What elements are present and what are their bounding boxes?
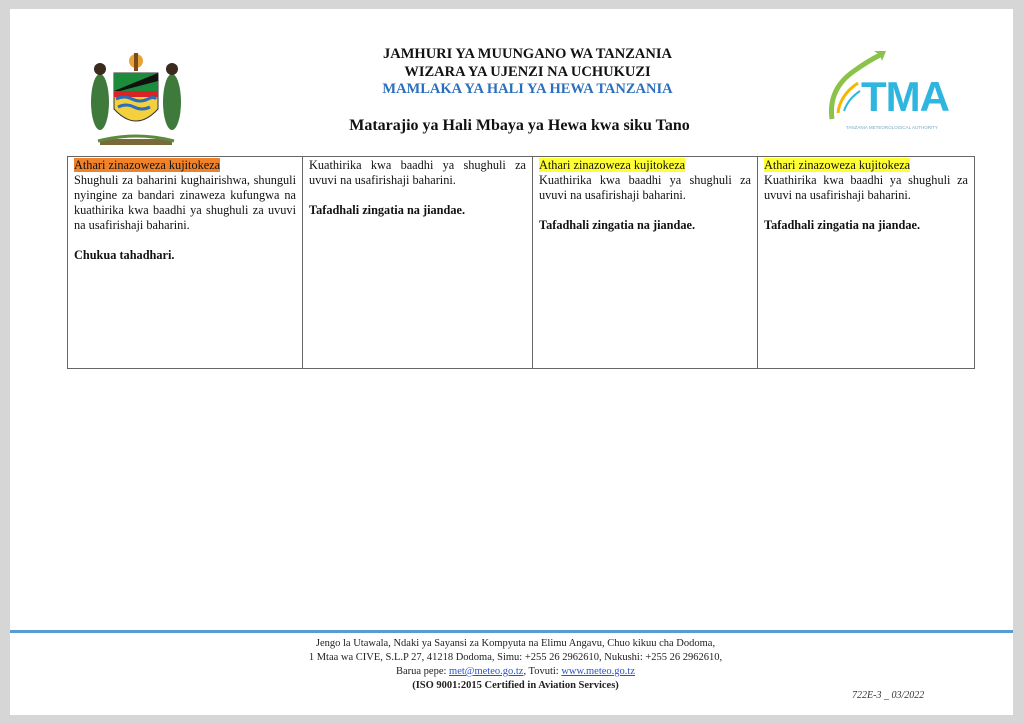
header-republic: JAMHURI YA MUUNGANO WA TANZANIA [383, 46, 672, 62]
logo-text: TMA [861, 73, 949, 120]
column-3-advice: Tafadhali zingatia na jiandae. [539, 218, 696, 232]
page-title: Matarajio ya Hali Mbaya ya Hewa kwa siku Tano [349, 117, 690, 134]
column-3-heading: Athari zinazoweza kujitokeza [539, 158, 686, 172]
column-4-heading: Athari zinazoweza kujitokeza [764, 158, 911, 172]
header-authority: MAMLAKA YA HALI YA HEWA TANZANIA [382, 81, 673, 97]
email-link[interactable]: met@meteo.go.tz [449, 666, 524, 677]
forecast-column-1 [68, 157, 303, 368]
column-4-body: Kuathirika kwa baadhi ya shughuli za uvuvi na usafirishaji baharini. [764, 173, 968, 202]
forecast-column-4 [758, 157, 974, 368]
footer-address-line-2: 1 Mtaa wa CIVE, S.L.P 27, 41218 Dodoma, Simu: +255 26 2962610, Nukushi: +255 26 2962610, [308, 652, 723, 663]
column-1-body: Shughuli za baharini kughairishwa, shunguli nyingine za bandari zinaweza kufungwa na kuathirika kwa baadhi ya shughuli za uvuvi na usafirishaji baharini. [74, 173, 296, 232]
document-page [10, 9, 1013, 715]
web-label: Tovuti: [528, 666, 559, 677]
forecast-table [67, 156, 975, 369]
forecast-column-3 [533, 157, 758, 368]
column-2-body: Kuathirika kwa baadhi ya shughuli za uvuvi na usafirishaji baharini. [309, 158, 526, 187]
forecast-column-2 [303, 157, 533, 368]
column-4-advice: Tafadhali zingatia na jiandae. [764, 218, 921, 232]
column-1-advice: Chukua tahadhari. [74, 248, 175, 262]
tma-logo [824, 49, 954, 139]
footer-divider [10, 630, 1013, 633]
email-label: Barua pepe: [395, 666, 447, 677]
column-1-heading: Athari zinazoweza kujitokeza [74, 158, 221, 172]
footer [10, 637, 1013, 693]
footer-contact-line: Barua pepe: met@meteo.go.tz, Tovuti: www.meteo.go.tz [395, 666, 636, 677]
logo-subtitle: TANZANIA METEOROLOGICAL AUTHORITY [846, 125, 939, 130]
certification-note: (ISO 9001:2015 Certified in Aviation Services) [412, 680, 619, 691]
column-2-advice: Tafadhali zingatia na jiandae. [309, 203, 466, 217]
header-ministry: WIZARA YA UJENZI NA UCHUKUZI [404, 64, 651, 80]
column-3-body: Kuathirika kwa baadhi ya shughuli za uvuvi na usafirishaji baharini. [539, 173, 751, 202]
website-link[interactable]: www.meteo.go.tz [561, 666, 636, 677]
footer-address-line-1: Jengo la Utawala, Ndaki ya Sayansi za Kompyuta na Elimu Angavu, Chuo kikuu cha Dodoma, [315, 638, 716, 649]
document-code: 722E-3 _ 03/2022 [852, 690, 925, 701]
